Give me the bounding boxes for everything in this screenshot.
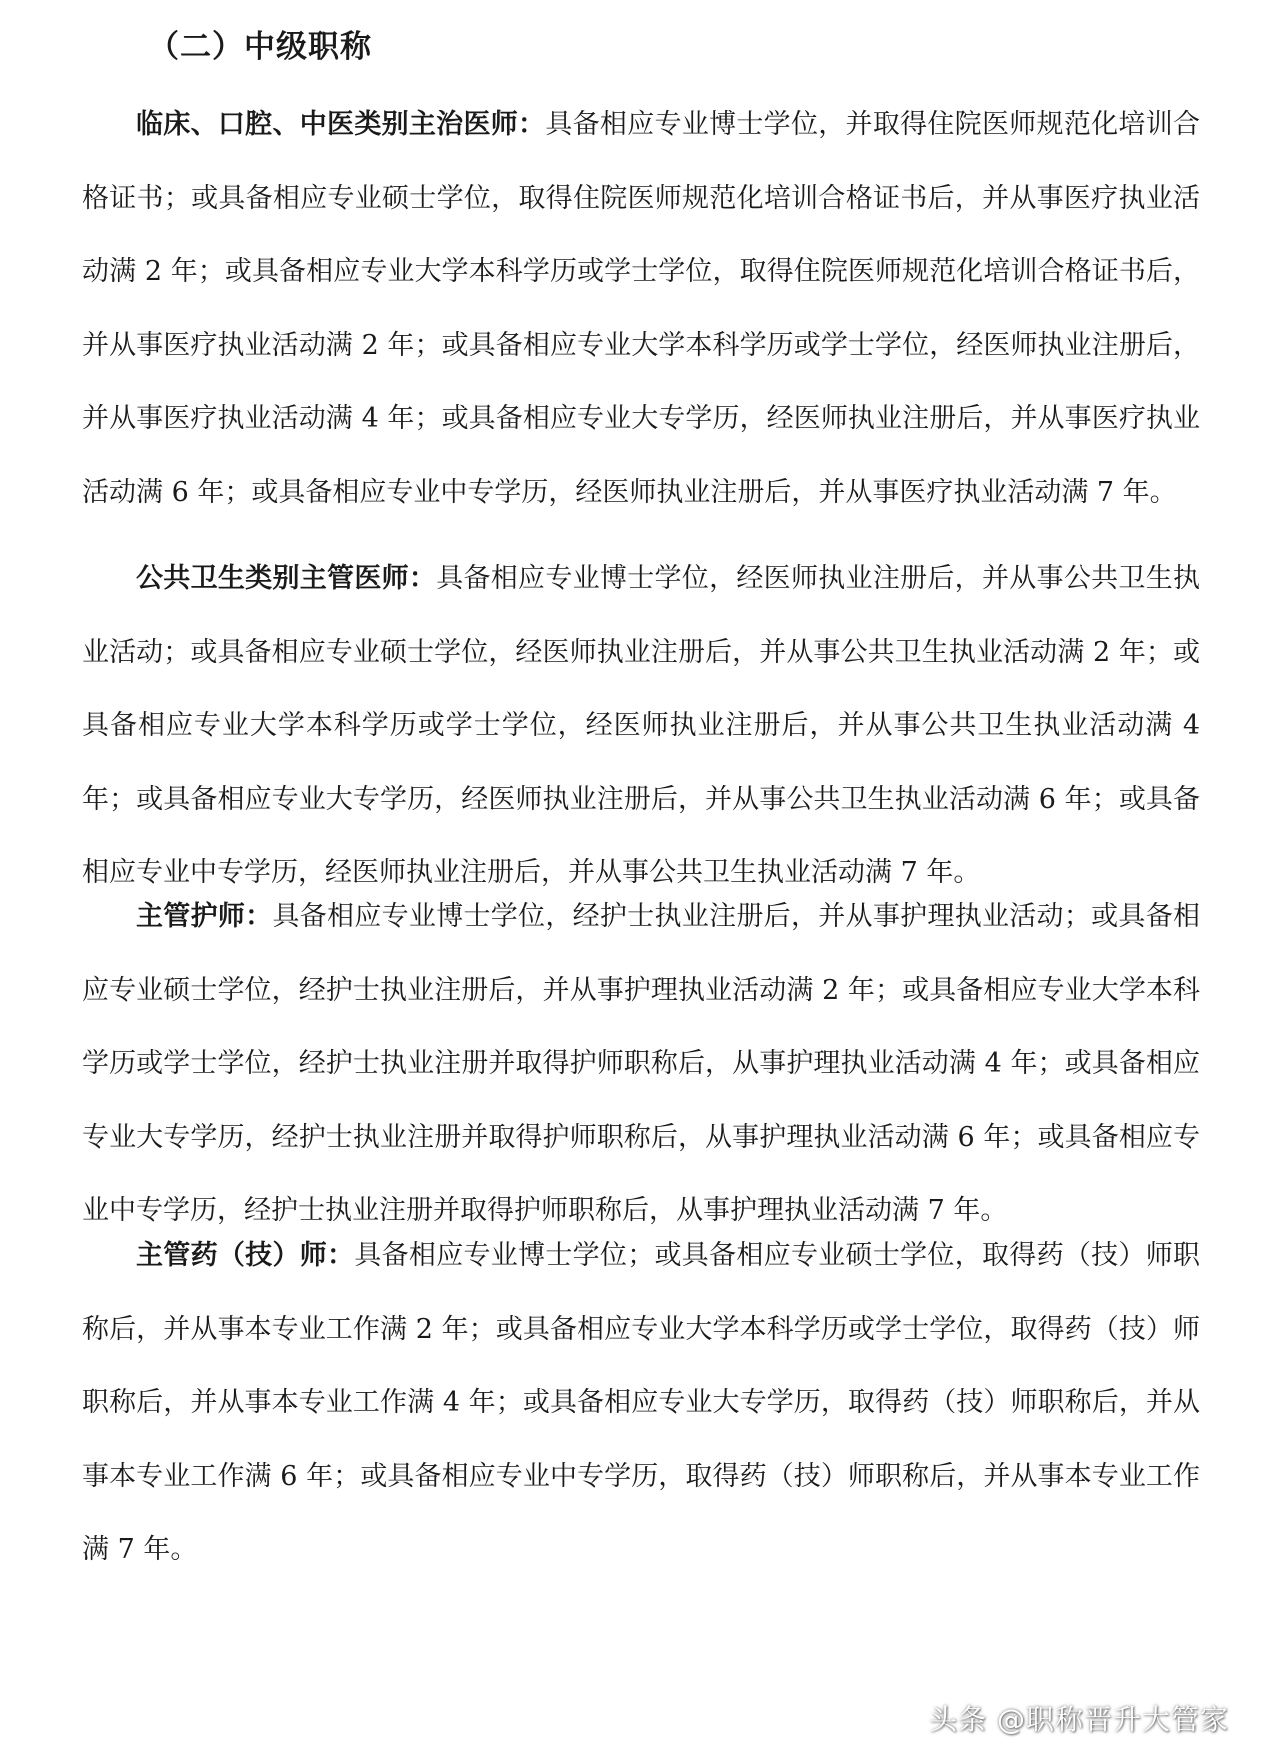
section-heading: （二）中级职称 [148,29,372,65]
paragraph-public-health-physician [82,542,1200,910]
paragraph-body: 具备相应专业博士学位，并取得住院医师规范化培训合格证书；或具备相应专业硕士学位，取得住院医师规范化培训合格证书后，并从事医疗执业活动满 2 年；或具备相应专业大学本科学历或学士学位，取得住院医师规范化培训合格证书后，并从事医疗执业活动满 2 年；或具备相应专业大学本科学历或学士学位，经医师执业注册后，并从事医疗执业活动满 4 年；或具备相应专业大专学历，经医师执业注册后，并从事医疗执业活动满 6 年；或具备相应专业中专学历，经医师执业注册后，并从事医疗执业活动满 7 年。 [82,109,1201,508]
paragraph-lead: 公共卫生类别主管医师： [136,563,437,594]
paragraph-lead: 主管药（技）师： [136,1240,355,1271]
paragraph-supervising-pharmacist [82,1219,1200,1587]
paragraph-body: 具备相应专业博士学位，经护士执业注册后，并从事护理执业活动；或具备相应专业硕士学位，经护士执业注册后，并从事护理执业活动满 2 年；或具备相应专业大学本科学历或学士学位，经护士执业注册并取得护师职称后，从事护理执业活动满 4 年；或具备相应专业大专学历，经护士执业注册并取得护师职称后，从事护理执业活动满 6 年；或具备相应专业中专学历，经护士执业注册并取得护师职称后，从事护理执业活动满 7 年。 [82,901,1201,1226]
paragraph-body: 具备相应专业博士学位，经医师执业注册后，并从事公共卫生执业活动；或具备相应专业硕士学位，经医师执业注册后，并从事公共卫生执业活动满 2 年；或具备相应专业大学本科学历或学士学位，经医师执业注册后，并从事公共卫生执业活动满 4 年；或具备相应专业大专学历，经医师执业注册后，并从事公共卫生执业活动满 6 年；或具备相应专业中专学历，经医师执业注册后，并从事公共卫生执业活动满 7 年。 [82,563,1201,888]
paragraph-lead: 主管护师： [136,901,273,932]
paragraph-supervising-nurse [82,880,1200,1248]
paragraph-body: 具备相应专业博士学位；或具备相应专业硕士学位，取得药（技）师职称后，并从事本专业工作满 2 年；或具备相应专业大学本科学历或学士学位，取得药（技）师职称后，并从事本专业工作满 4 年；或具备相应专业大专学历，取得药（技）师职称后，并从事本专业工作满 6 年；或具备相应专业中专学历，取得药（技）师职称后，并从事本专业工作满 7 年。 [82,1240,1201,1565]
source-watermark: 头条 @职称晋升大管家 [929,1703,1229,1736]
paragraph-lead: 临床、口腔、中医类别主治医师： [136,109,546,140]
paragraph-attending-physician [82,88,1200,529]
